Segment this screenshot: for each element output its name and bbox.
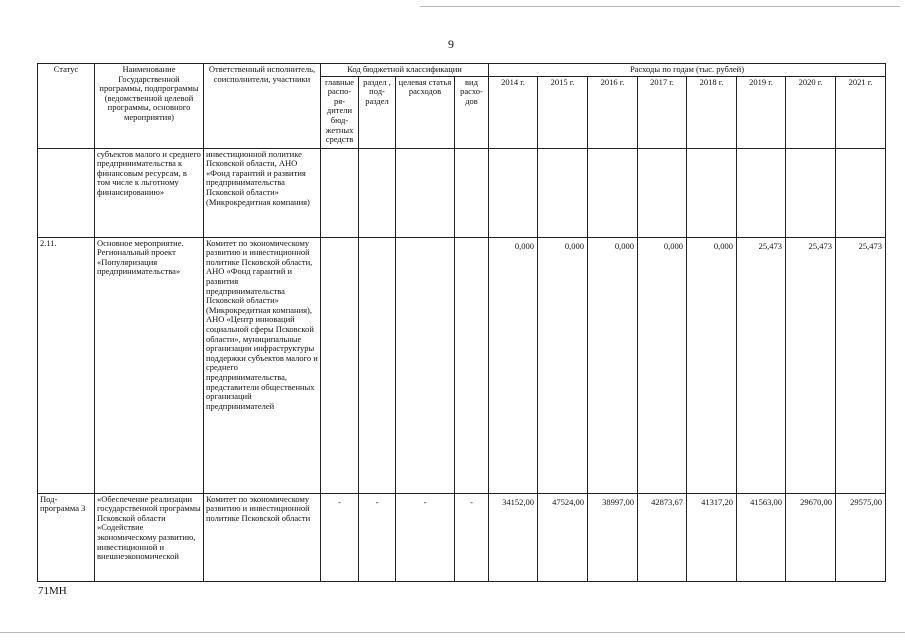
row-value (538, 148, 588, 237)
row-code (455, 148, 489, 237)
row-value: 0,000 (489, 237, 538, 493)
row-code: - (455, 493, 489, 581)
row-code (396, 237, 455, 493)
row-name: Основное мероприятие. Региональный проект «Популяризация предпринимательства» (95, 237, 204, 493)
row-value: 0,000 (538, 237, 588, 493)
row-name: субъектов малого и среднего предпринимательства к финансовым ресурсам, в том числе к льготному финансированию» (95, 148, 204, 237)
row-value (786, 148, 836, 237)
header-year: 2016 г. (588, 76, 638, 148)
header-year: 2020 г. (786, 76, 836, 148)
header-year: 2015 г. (538, 76, 588, 148)
row-executor: инвестиционной политике Псковской области, АНО «Фонд гарантий и развития предпринимательства Псковской области» (Микрокредитная компания) (204, 148, 321, 237)
table-row (38, 237, 886, 493)
page-number: 9 (448, 37, 454, 51)
header-name: Наименование Государственной программы, подпрограммы (ведомственной целевой программы, основного мероприятия) (95, 64, 204, 149)
row-executor: Комитет по экономическому развитию и инвестиционной политике Псковской области, АНО «Фонд гарантий и развития предпринимательства Псковской области» (Микрокредитная компания), АНО «Центр инноваций социальной сферы Псковской области», муниципальные организации инфраструктуры поддержки субъектов малого и среднего предпринимательства, представители общественных организаций предпринимателей (204, 237, 321, 493)
table-row (38, 148, 886, 237)
row-value (836, 148, 886, 237)
row-status: 2.11. (38, 237, 95, 493)
header-budget-code: Код бюджетной классификации (321, 64, 489, 77)
row-value: 38997,00 (588, 493, 638, 581)
row-value: 0,000 (687, 237, 737, 493)
row-status: Под-программа 3 (38, 493, 95, 581)
row-value (687, 148, 737, 237)
row-value: 25,473 (836, 237, 886, 493)
row-value: 25,473 (786, 237, 836, 493)
row-value: 47524,00 (538, 493, 588, 581)
table-row (38, 493, 886, 581)
row-value: 29670,00 (786, 493, 836, 581)
header-code-col: вид расхо-дов (455, 76, 489, 148)
row-name: «Обеспечение реализации государственной программы Псковской области «Содействие экономическому развитию, инвестиционной и внешнеэкономической (95, 493, 204, 581)
row-code (396, 148, 455, 237)
row-code (359, 148, 396, 237)
header-year: 2017 г. (638, 76, 687, 148)
row-code: - (396, 493, 455, 581)
row-value: 0,000 (638, 237, 687, 493)
header-code-col: раздел , под-раздел (359, 76, 396, 148)
row-value: 0,000 (588, 237, 638, 493)
row-value: 41563,00 (737, 493, 786, 581)
row-value (638, 148, 687, 237)
header-year: 2014 г. (489, 76, 538, 148)
row-code (455, 237, 489, 493)
header-year: 2018 г. (687, 76, 737, 148)
header-year: 2019 г. (737, 76, 786, 148)
row-executor: Комитет по экономическому развитию и инвестиционной политике Псковской области (204, 493, 321, 581)
row-status (38, 148, 95, 237)
row-code: - (359, 493, 396, 581)
header-expenses: Расходы по годам (тыс. рублей) (489, 64, 886, 77)
header-status: Статус (38, 64, 95, 149)
row-value (588, 148, 638, 237)
row-code (359, 237, 396, 493)
row-code (321, 237, 359, 493)
row-value: 42873,67 (638, 493, 687, 581)
header-executor: Ответственный исполнитель, соисполнители, участники (204, 64, 321, 149)
footer-code: 71МН (38, 585, 67, 597)
header-year: 2021 г. (836, 76, 886, 148)
header-code-col: главные распо-ря-дители бюд-жетных средств (321, 76, 359, 148)
row-value: 34152,00 (489, 493, 538, 581)
row-value (737, 148, 786, 237)
row-code (321, 148, 359, 237)
row-value: 25,473 (737, 237, 786, 493)
row-value: 29575,00 (836, 493, 886, 581)
row-code: - (321, 493, 359, 581)
row-value (489, 148, 538, 237)
budget-table (37, 63, 886, 582)
header-code-col: целевая статья расходов (396, 76, 455, 148)
row-value: 41317,20 (687, 493, 737, 581)
